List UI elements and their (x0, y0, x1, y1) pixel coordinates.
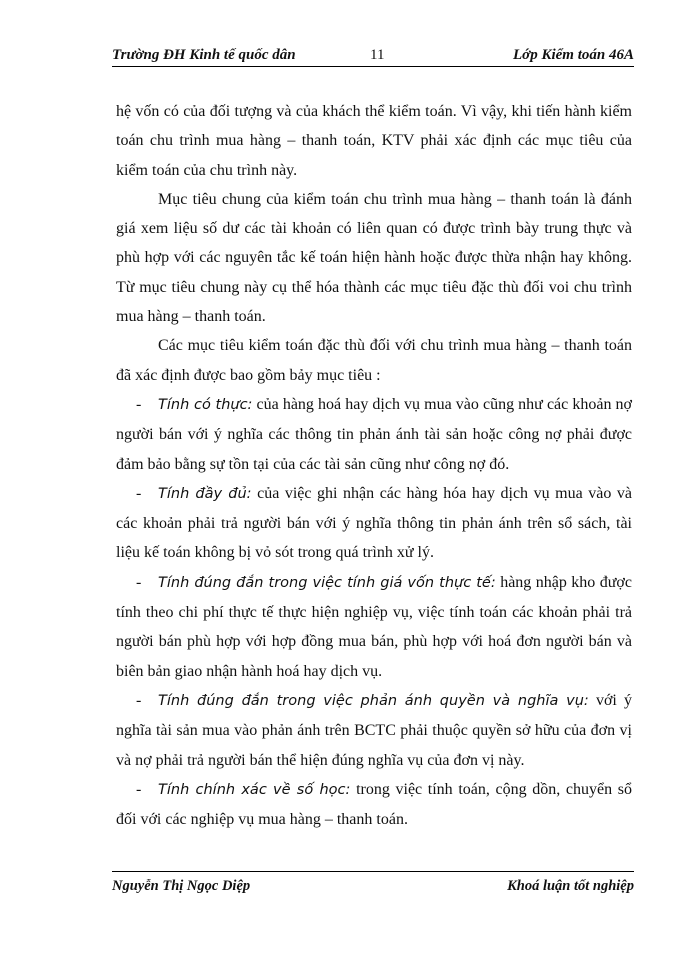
header-school: Trường ĐH Kinh tế quốc dân (112, 47, 296, 63)
list-bullet: - (136, 573, 142, 591)
list-item (116, 775, 632, 835)
list-item (116, 390, 632, 479)
list-bullet: - (136, 395, 142, 413)
list-item-term: Tính đầy đủ: (158, 485, 252, 502)
list-item (116, 686, 632, 775)
list-item-term: Tính chính xác về số học: (158, 781, 351, 798)
document-body (116, 97, 632, 834)
list-item-term: Tính có thực: (158, 396, 253, 413)
header-page-number: 11 (370, 47, 385, 63)
page-header (112, 44, 634, 67)
paragraph-1: hệ vốn có của đối tượng và của khách thể kiểm toán. Vì vậy, khi tiến hành kiểm toán chu trình mua hàng – thanh toán, KTV phải xác định các mục tiêu của kiểm toán của chu trình này. (116, 103, 632, 179)
list-item-text: với ý nghĩa tài sản mua vào phản ánh trên BCTC phải thuộc quyền sở hữu của đơn vị và nợ phải trả người bán thể hiện đúng nghĩa vụ của đơn vị này. (116, 691, 633, 769)
footer-author: Nguyễn Thị Ngọc Diệp (112, 878, 251, 894)
list-item (116, 568, 632, 686)
list-bullet: - (136, 691, 142, 709)
paragraph-2: Mục tiêu chung của kiểm toán chu trình mua hàng – thanh toán là đánh giá xem liệu số dư các tài khoản có liên quan có được trình bày trung thực và phù hợp với các nguyên tắc kế toán hiện hành hoặc được thừa nhận hay không. Từ mục tiêu chung này cụ thể hóa thành các mục tiêu đặc thù đối voi chu trình mua hàng – thanh toán. (116, 190, 632, 326)
paragraph-3: Các mục tiêu kiểm toán đặc thù đối với chu trình mua hàng – thanh toán đã xác định được bao gồm bảy mục tiêu : (116, 337, 632, 384)
list-item-text: của việc ghi nhận các hàng hóa hay dịch vụ mua vào và các khoản phải trả người bán với ý nghĩa thông tin phản ánh trên sổ sách, tài liệu kế toán không bị vỏ sót trong quá trình xử lý. (116, 484, 633, 562)
page-footer (112, 871, 634, 902)
list-item-text: trong việc tính toán, cộng dồn, chuyển sổ đối với các nghiệp vụ mua hàng – thanh toán. (116, 780, 633, 829)
list-item-text: của hàng hoá hay dịch vụ mua vào cũng như các khoản nợ người bán với ý nghĩa các thông tin phản ánh tài sản hoặc công nợ phải được đảm bảo bằng sự tồn tại của các tài sản cũng như công nợ đó. (116, 395, 632, 473)
list-bullet: - (136, 484, 142, 502)
list-item-text: hàng nhập kho được tính theo chi phí thực tế thực hiện nghiệp vụ, việc tính toán các khoản phải trả người bán phù hợp với hợp đồng mua bán, phù hợp với hoá đơn người bán và biên bản giao nhận hành hoá hay dịch vụ. (116, 573, 632, 680)
list-item-term: Tính đúng đắn trong việc phản ánh quyền và nghĩa vụ: (158, 692, 589, 709)
list-bullet: - (136, 780, 142, 798)
footer-doc-type: Khoá luận tốt nghiệp (507, 878, 634, 894)
header-class-name: Lớp Kiểm toán 46A (513, 47, 634, 63)
list-item (116, 479, 632, 568)
list-item-term: Tính đúng đắn trong việc tính giá vốn thực tế: (158, 574, 496, 591)
